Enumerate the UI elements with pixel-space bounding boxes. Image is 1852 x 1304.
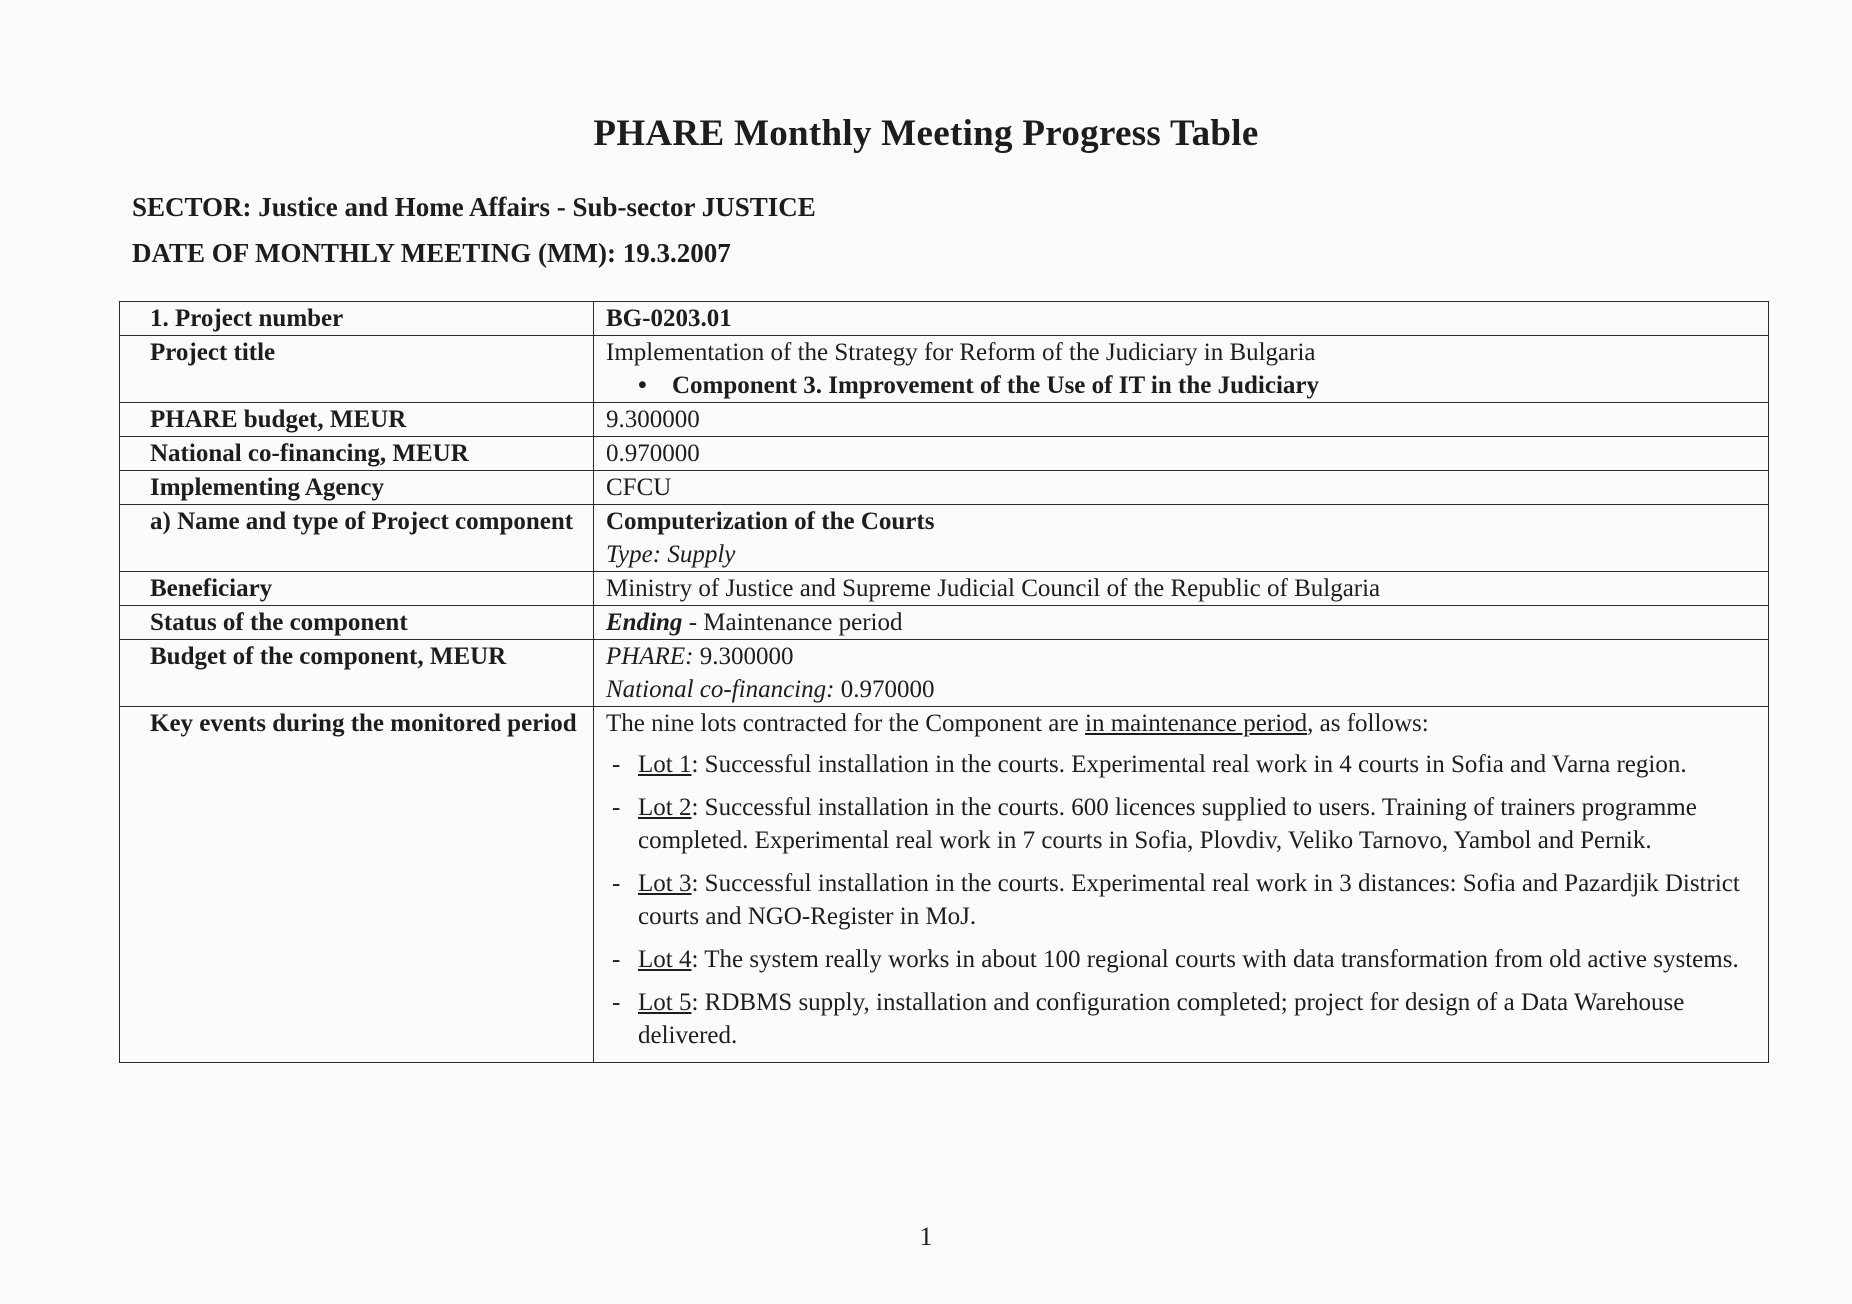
lot-name: Lot 1 bbox=[638, 751, 692, 778]
implementing-agency-value: CFCU bbox=[594, 471, 1769, 505]
table-row bbox=[120, 403, 1769, 437]
table-row bbox=[120, 707, 1769, 1063]
intro-text: The nine lots contracted for the Component are bbox=[606, 710, 1086, 737]
table-row bbox=[120, 505, 1769, 572]
lot-text: : Successful installation in the courts. Experimental real work in 3 distances: Sofia and Pazardjik District courts and NGO-Register in MoJ. bbox=[638, 870, 1740, 930]
row-label: Beneficiary bbox=[120, 572, 594, 606]
component-name-value: Computerization of the Courts bbox=[606, 508, 935, 535]
list-item bbox=[606, 748, 1760, 781]
status-detail: - Maintenance period bbox=[682, 609, 903, 636]
lot-name: Lot 5 bbox=[638, 989, 692, 1016]
lot-name: Lot 3 bbox=[638, 870, 692, 897]
key-events-cell bbox=[594, 707, 1769, 1063]
progress-table bbox=[119, 301, 1769, 1063]
component-type-value: Type: Supply bbox=[606, 541, 736, 568]
list-item bbox=[606, 986, 1760, 1052]
lot-name: Lot 2 bbox=[638, 794, 692, 821]
row-label: Key events during the monitored period bbox=[120, 707, 594, 1063]
row-label: PHARE budget, MEUR bbox=[120, 403, 594, 437]
status-cell bbox=[594, 606, 1769, 640]
row-label: National co-financing, MEUR bbox=[120, 437, 594, 471]
intro-text-end: , as follows: bbox=[1307, 710, 1429, 737]
budget-phare-value: 9.300000 bbox=[693, 643, 794, 670]
bullet-icon: • bbox=[638, 372, 647, 399]
lot-text: : RDBMS supply, installation and configuration completed; project for design of a Data Warehouse delivered. bbox=[638, 989, 1685, 1049]
dash-icon: - bbox=[612, 794, 621, 821]
table-row bbox=[120, 437, 1769, 471]
table-row bbox=[120, 302, 1769, 336]
dash-icon: - bbox=[612, 751, 621, 778]
list-item bbox=[606, 867, 1760, 933]
row-label: a) Name and type of Project component bbox=[120, 505, 594, 572]
lot-name: Lot 4 bbox=[638, 946, 692, 973]
row-label: Budget of the component, MEUR bbox=[120, 640, 594, 707]
table-row bbox=[120, 640, 1769, 707]
lot-text: : Successful installation in the courts. 600 licences supplied to users. Training of trainers programme completed. Experimental real work in 7 courts in Sofia, Plovdiv, Veliko Tarnovo, Yambol and Pernik. bbox=[638, 794, 1697, 854]
lot-text: : Successful installation in the courts. Experimental real work in 4 courts in Sofia and Varna region. bbox=[691, 751, 1687, 778]
table-row bbox=[120, 336, 1769, 403]
project-title-cell bbox=[594, 336, 1769, 403]
row-label: 1. Project number bbox=[120, 302, 594, 336]
meeting-date-line: DATE OF MONTHLY MEETING (MM): 19.3.2007 bbox=[132, 238, 731, 268]
table-row bbox=[120, 606, 1769, 640]
row-label: Status of the component bbox=[120, 606, 594, 640]
row-label: Project title bbox=[120, 336, 594, 403]
status-state: Ending bbox=[606, 609, 683, 636]
project-number-value: BG-0203.01 bbox=[594, 302, 1769, 336]
phare-budget-value: 9.300000 bbox=[594, 403, 1769, 437]
intro-underlined: in maintenance period bbox=[1085, 710, 1308, 737]
table-row bbox=[120, 471, 1769, 505]
component-bullet bbox=[606, 369, 1760, 402]
component-title: Component 3. Improvement of the Use of IT in the Judiciary bbox=[672, 372, 1319, 399]
dash-icon: - bbox=[612, 946, 621, 973]
list-item bbox=[606, 943, 1760, 976]
lots-list bbox=[606, 748, 1760, 1052]
dash-icon: - bbox=[612, 989, 621, 1016]
table-row bbox=[120, 572, 1769, 606]
page-title: PHARE Monthly Meeting Progress Table bbox=[593, 113, 1259, 154]
key-events-intro bbox=[606, 707, 1760, 740]
budget-national-label: National co-financing: bbox=[606, 676, 835, 703]
budget-national-value: 0.970000 bbox=[834, 676, 935, 703]
row-label: Implementing Agency bbox=[120, 471, 594, 505]
budget-component-cell bbox=[594, 640, 1769, 707]
budget-phare-line bbox=[606, 640, 1760, 673]
component-name-cell bbox=[594, 505, 1769, 572]
dash-icon: - bbox=[612, 870, 621, 897]
list-item bbox=[606, 791, 1760, 857]
budget-national-line bbox=[606, 673, 1760, 706]
budget-phare-label: PHARE: bbox=[606, 643, 694, 670]
project-title-value: Implementation of the Strategy for Reform of the Judiciary in Bulgaria bbox=[606, 339, 1316, 366]
lot-text: : The system really works in about 100 regional courts with data transformation from old active systems. bbox=[691, 946, 1739, 973]
national-cofinancing-value: 0.970000 bbox=[594, 437, 1769, 471]
beneficiary-value: Ministry of Justice and Supreme Judicial Council of the Republic of Bulgaria bbox=[594, 572, 1769, 606]
page-number: 1 bbox=[919, 1222, 933, 1251]
sector-line: SECTOR: Justice and Home Affairs - Sub-sector JUSTICE bbox=[132, 192, 816, 222]
